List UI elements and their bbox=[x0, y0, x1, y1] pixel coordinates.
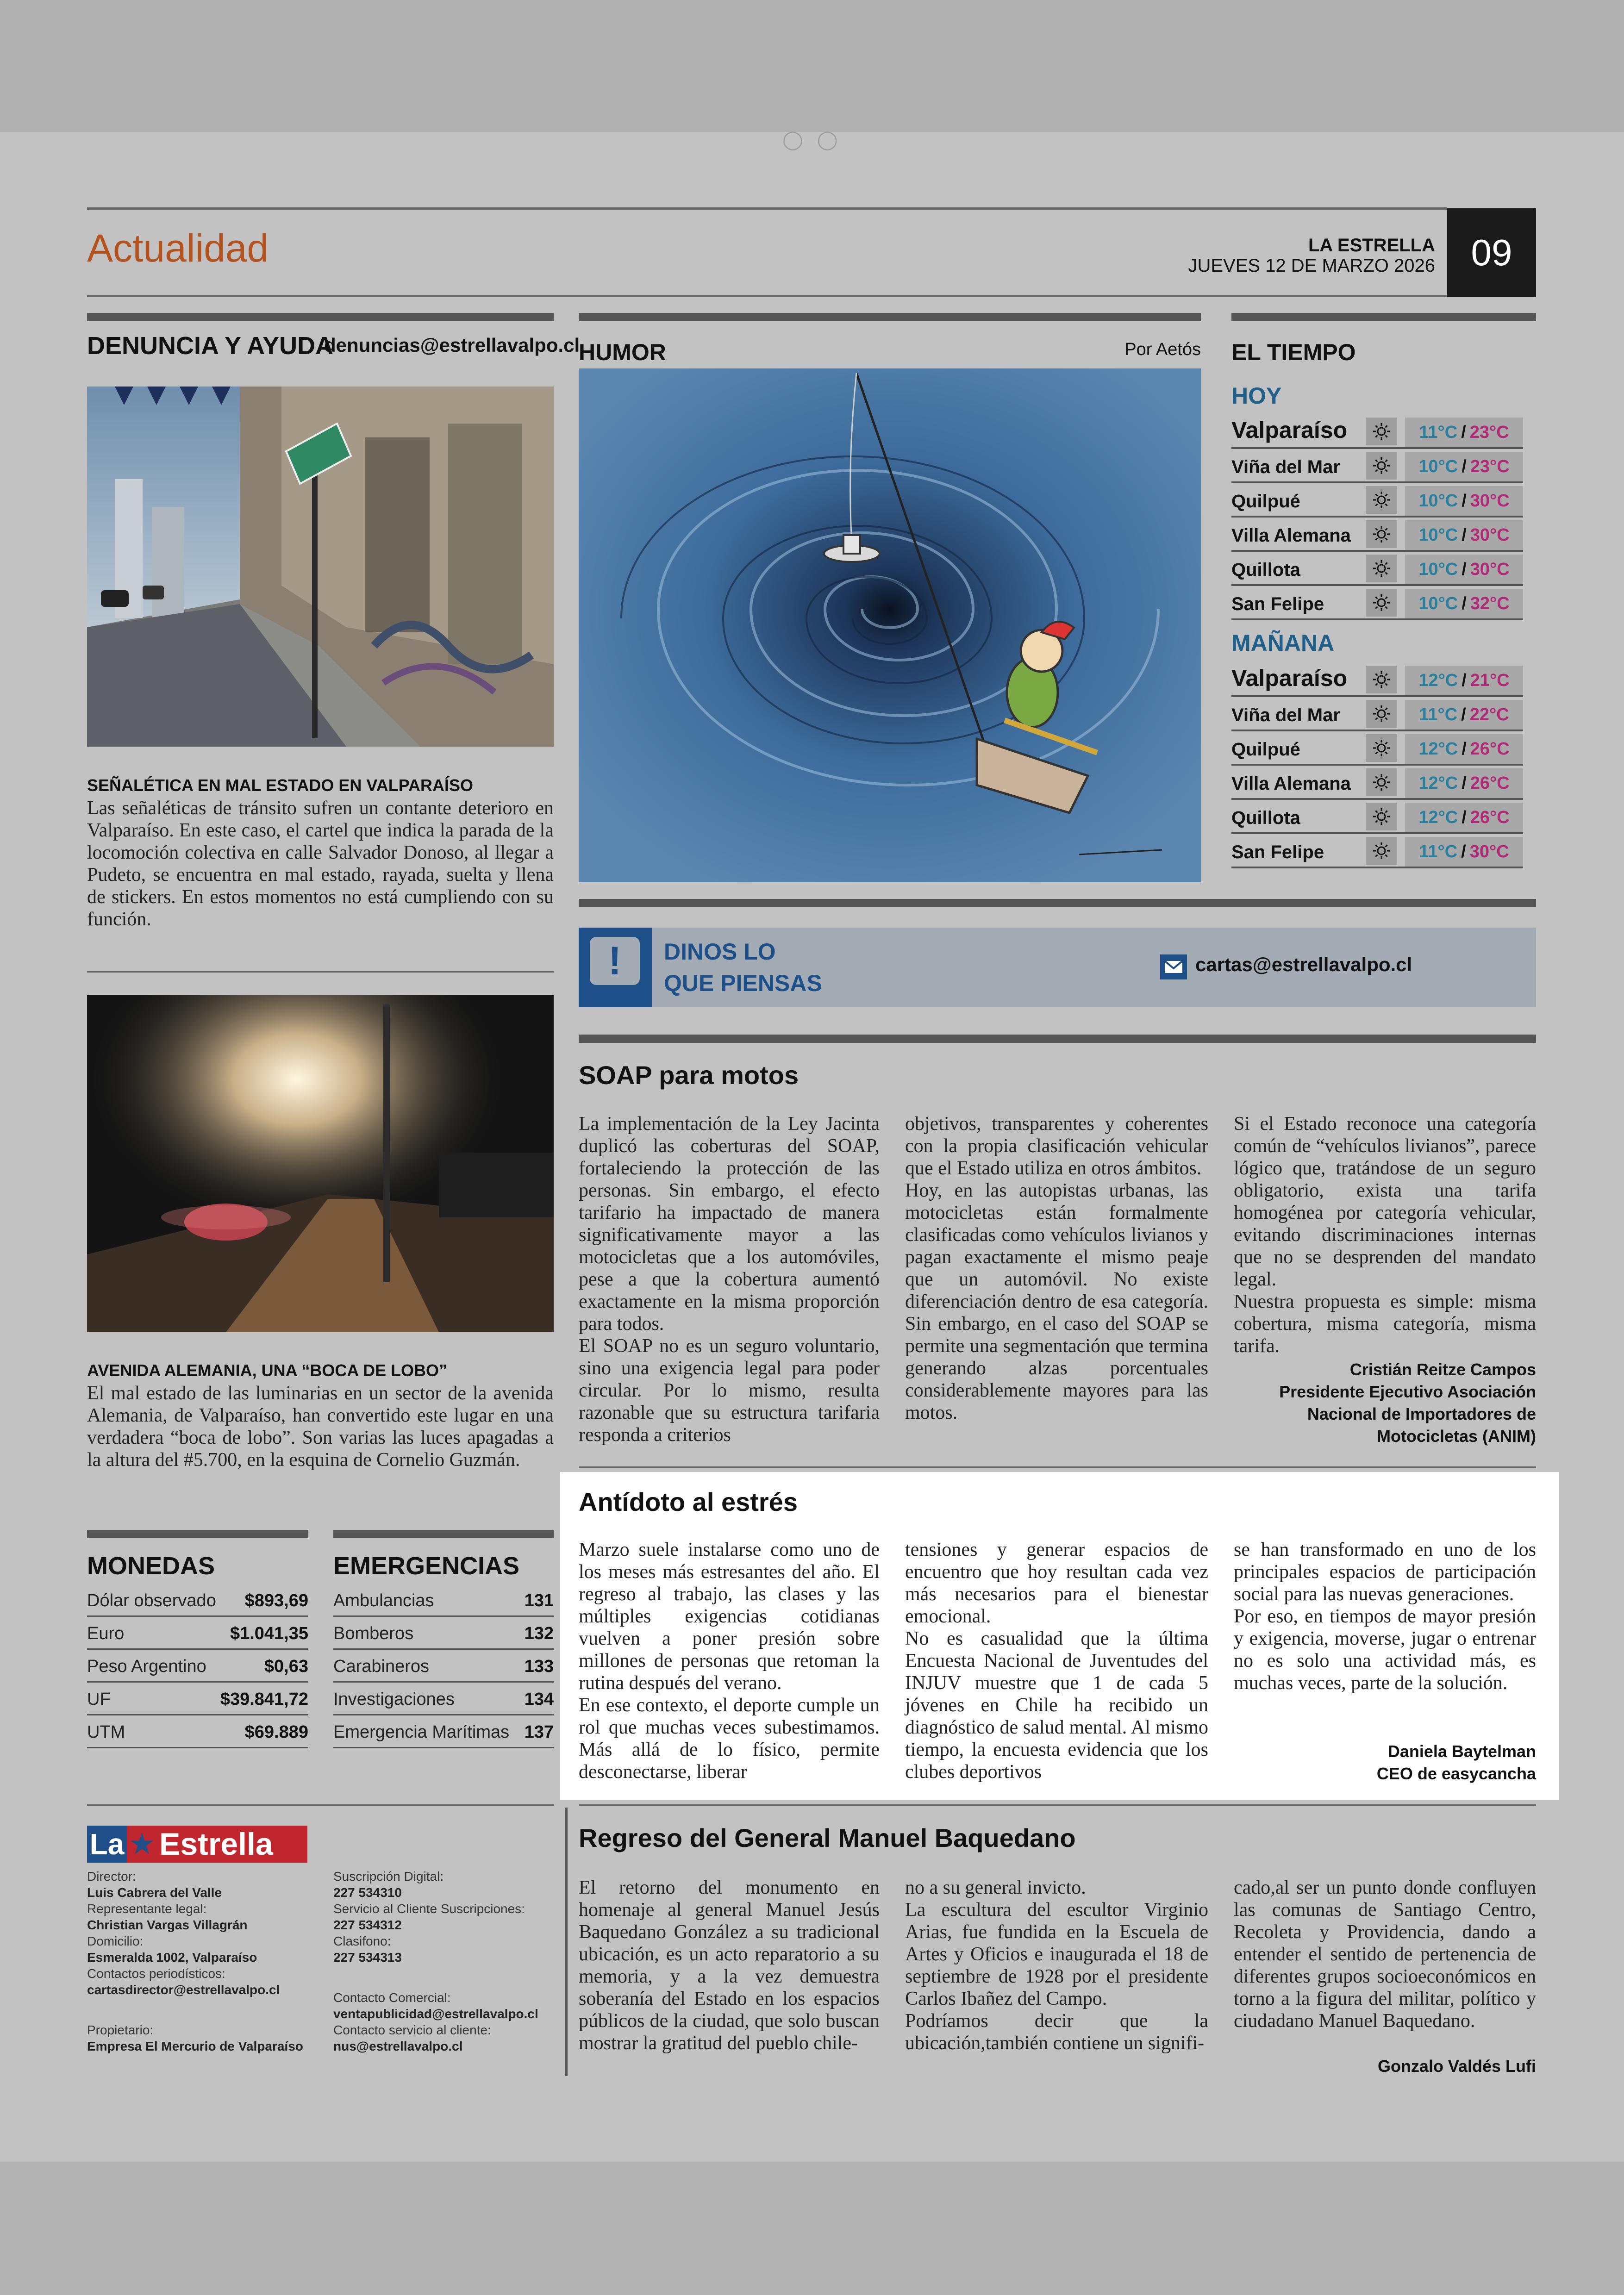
temp-separator: / bbox=[1461, 423, 1466, 442]
temp-min: 12°C bbox=[1418, 671, 1458, 690]
dinos-email[interactable]: cartas@estrellavalpo.cl bbox=[1195, 954, 1412, 975]
imprint-right bbox=[333, 1868, 551, 2054]
monedas-title: MONEDAS bbox=[87, 1552, 215, 1580]
weather-city: Viña del Mar bbox=[1231, 457, 1340, 477]
weather-today-label: HOY bbox=[1231, 383, 1282, 409]
emergencias-value: 132 bbox=[524, 1624, 554, 1643]
soap-sig-name: Cristián Reitze Campos bbox=[1349, 1360, 1536, 1379]
weather-temp bbox=[1405, 734, 1523, 764]
emergencias-label: Carabineros bbox=[333, 1657, 429, 1676]
weather-temp bbox=[1405, 803, 1523, 832]
antidoto-title: Antídoto al estrés bbox=[579, 1487, 798, 1516]
antidoto-sig-role: CEO de easycancha bbox=[1376, 1764, 1536, 1783]
contact-label: Contactos periodísticos: bbox=[87, 1966, 225, 1981]
temp-max: 26°C bbox=[1470, 808, 1510, 827]
regreso-col1: El retorno del monumento en homenaje al general Manuel Jesús Baquedano González a su tradicional ubicación, es un acto reparatorio a su memoria, y a la vez demuestra soberanía del Estado en los espacios públicos de la ciudad, que solo buscan mostrar la gratitud del pueblo chile- bbox=[579, 1877, 880, 2054]
emergencias-label: Investigaciones bbox=[333, 1690, 455, 1709]
soap-rule bbox=[579, 1035, 1536, 1043]
temp-separator: / bbox=[1461, 842, 1466, 861]
issue-date: JUEVES 12 DE MARZO 2026 bbox=[1188, 256, 1435, 276]
weather-temp bbox=[1405, 520, 1523, 550]
monedas-value: $893,69 bbox=[244, 1591, 308, 1610]
temp-max: 30°C bbox=[1470, 525, 1510, 545]
temp-max: 22°C bbox=[1469, 705, 1509, 724]
sub-label: Suscripción Digital: bbox=[333, 1869, 444, 1883]
svc: 227 534312 bbox=[333, 1918, 402, 1932]
imprint-left bbox=[87, 1868, 328, 2054]
weather-temp bbox=[1405, 452, 1523, 481]
page-number: 09 bbox=[1447, 208, 1536, 297]
cli-email[interactable]: nus@estrellavalpo.cl bbox=[333, 2039, 463, 2053]
street-photo bbox=[87, 387, 554, 747]
sun-icon bbox=[1366, 486, 1397, 514]
viewer-top-bar bbox=[0, 0, 1624, 132]
sun-icon bbox=[1366, 555, 1397, 582]
temp-max: 23°C bbox=[1469, 423, 1509, 442]
temp-max: 32°C bbox=[1470, 594, 1510, 613]
antidoto-col1: Marzo suele instalarse como uno de los meses más estresantes del año. El regreso al trabajo, las clases y las múltiples exigencias cotidianas vuelven a poner presión sobre millones de personas que retoman la rutina después del verano. En ese contexto, el deporte cumple un rol que muchas veces subestimamos. Más allá de lo físico, permite desconectarse, liberar bbox=[579, 1539, 880, 1783]
weather-row bbox=[1231, 481, 1523, 518]
temp-separator: / bbox=[1462, 739, 1467, 759]
weather-row bbox=[1231, 447, 1523, 483]
sun-icon bbox=[1366, 700, 1397, 728]
emergencias-label: Bomberos bbox=[333, 1624, 414, 1643]
emergencias-row bbox=[333, 1583, 554, 1617]
soap-bottom-rule bbox=[579, 1466, 1536, 1468]
temp-min: 10°C bbox=[1418, 491, 1458, 511]
humor-rule bbox=[579, 313, 1201, 321]
soap-title: SOAP para motos bbox=[579, 1060, 799, 1090]
cli-label: Contacto servicio al cliente: bbox=[333, 2023, 491, 2037]
temp-max: 26°C bbox=[1470, 773, 1510, 793]
soap-sig-role2: Nacional de Importadores de bbox=[1307, 1404, 1536, 1423]
temp-min: 10°C bbox=[1418, 594, 1458, 613]
antidoto-sig-name: Daniela Baytelman bbox=[1387, 1742, 1536, 1761]
monedas-row bbox=[87, 1682, 308, 1715]
temp-separator: / bbox=[1462, 773, 1467, 793]
monedas-label: UF bbox=[87, 1690, 111, 1709]
monedas-label: Dólar observado bbox=[87, 1591, 216, 1610]
temp-min: 12°C bbox=[1418, 739, 1458, 759]
weather-temp bbox=[1405, 418, 1523, 447]
denuncia-item1-body: Las señaléticas de tránsito sufren un contante deterioro en Valparaíso. En este caso, el cartel que indica la parada de la locomoción colectiva en calle Salvador Donoso, al llegar a Pudeto, se encuentra en mal estado, rayada, suelta y llena de stickers. En estos momentos no está cumpliendo con su función. bbox=[87, 798, 554, 930]
owner: Empresa El Mercurio de Valparaíso bbox=[87, 2039, 303, 2053]
temp-min: 12°C bbox=[1418, 773, 1458, 793]
emergencias-row bbox=[333, 1682, 554, 1715]
weather-row bbox=[1231, 798, 1523, 834]
emergencias-value: 133 bbox=[524, 1657, 554, 1676]
weather-city: San Felipe bbox=[1231, 594, 1324, 614]
temp-separator: / bbox=[1462, 525, 1467, 545]
antidoto-bottom-rule bbox=[579, 1804, 1536, 1806]
logo-star-icon: ★ bbox=[129, 1827, 156, 1860]
soap-signature bbox=[1234, 1359, 1536, 1447]
emergencias-value: 137 bbox=[524, 1722, 554, 1742]
com-label: Contacto Comercial: bbox=[333, 1990, 451, 2005]
regreso-col3: cado,al ser un punto donde confluyen las comunas de Santiago Centro, Recoleta y Providencia, dando a entender el sentido de pertenencia de diferentes grupos socioeconómicos en torno a la figura del militar, político y ciudadano Manuel Baquedano. bbox=[1234, 1877, 1536, 2032]
weather-temp bbox=[1405, 589, 1523, 618]
dom: Esmeralda 1002, Valparaíso bbox=[87, 1950, 257, 1964]
sub: 227 534310 bbox=[333, 1885, 402, 1900]
night-street-photo bbox=[87, 995, 554, 1332]
weather-city: Valparaíso bbox=[1231, 665, 1348, 691]
monedas-value: $69.889 bbox=[244, 1722, 308, 1742]
dom-label: Domicilio: bbox=[87, 1934, 144, 1948]
weather-city: San Felipe bbox=[1231, 842, 1324, 862]
column-separator bbox=[565, 1808, 568, 2076]
weather-city: Quillota bbox=[1231, 808, 1300, 828]
sun-icon bbox=[1366, 768, 1397, 796]
monedas-label: Peso Argentino bbox=[87, 1657, 206, 1676]
denuncia-email[interactable]: denuncias@estrellavalpo.cl bbox=[324, 334, 580, 356]
temp-min: 12°C bbox=[1418, 808, 1458, 827]
temp-min: 10°C bbox=[1418, 525, 1458, 545]
weather-row bbox=[1231, 516, 1523, 552]
dinos-icon-box bbox=[579, 928, 652, 1007]
temp-max: 30°C bbox=[1470, 560, 1510, 579]
denuncia-item1-title: SEÑALÉTICA EN MAL ESTADO EN VALPARAÍSO bbox=[87, 776, 474, 795]
monedas-row bbox=[87, 1649, 308, 1683]
sun-icon bbox=[1366, 452, 1397, 480]
section-title: Actualidad bbox=[87, 226, 269, 270]
emergencias-label: Ambulancias bbox=[333, 1591, 434, 1610]
antidoto-signature bbox=[1234, 1740, 1536, 1785]
temp-max: 30°C bbox=[1469, 842, 1509, 861]
temp-min: 10°C bbox=[1418, 457, 1458, 476]
temp-separator: / bbox=[1462, 671, 1467, 690]
weather-city: Valparaíso bbox=[1231, 417, 1348, 443]
denuncia-title: DENUNCIA Y AYUDA bbox=[87, 332, 334, 360]
regreso-signature: Gonzalo Valdés Lufi bbox=[1377, 2057, 1536, 2076]
sun-icon bbox=[1366, 520, 1397, 548]
weather-temp bbox=[1405, 700, 1523, 730]
dinos-line2: QUE PIENSAS bbox=[664, 970, 822, 996]
weather-city: Villa Alemana bbox=[1231, 773, 1351, 794]
header-top-rule bbox=[87, 207, 1447, 210]
soap-sig-role1: Presidente Ejecutivo Asociación bbox=[1279, 1382, 1536, 1401]
clasi-label: Clasifono: bbox=[333, 1934, 391, 1948]
weather-city: Quilpué bbox=[1231, 491, 1300, 511]
sun-icon bbox=[1366, 837, 1397, 865]
temp-min: 11°C bbox=[1419, 842, 1458, 861]
emergencias-row bbox=[333, 1616, 554, 1650]
soap-col1: La implementación de la Ley Jacinta duplicó las coberturas del SOAP, fortaleciendo la protección de las personas. Sin embargo, el efecto tarifario ha impactado de manera significativamente mayor a las motocicletas que a los automóviles, pese a que la cobertura aumentó exactamente en la misma proporción para todos. El SOAP no es un seguro voluntario, sino una exigencia legal para poder circular. Por lo mismo, resulta razonable que su estructura tarifaria responda a criterios bbox=[579, 1113, 880, 1446]
weather-temp bbox=[1405, 555, 1523, 584]
temp-separator: / bbox=[1462, 491, 1467, 511]
monedas-value: $39.841,72 bbox=[220, 1690, 308, 1709]
monedas-value: $0,63 bbox=[264, 1657, 308, 1676]
monedas-row bbox=[87, 1583, 308, 1617]
regreso-col2: no a su general invicto. La escultura del escultor Virginio Arias, fue fundida en la Escuela de Artes y Oficios e inaugurada el 18 de septiembre de 1928 por el presidente Carlos Ibañez del Campo. Podríamos decir que la ubicación,también contiene un signifi- bbox=[905, 1877, 1208, 2054]
emergencias-rule bbox=[333, 1530, 554, 1538]
monedas-rule bbox=[87, 1530, 308, 1538]
humor-author: Por Aetós bbox=[1124, 340, 1201, 359]
temp-min: 11°C bbox=[1419, 423, 1458, 442]
denuncia-item2-body: El mal estado de las luminarias en un sector de la avenida Alemania, de Valparaíso, han convertido este lugar en una verdadera “boca de lobo”. Son varias las luces apagadas a la altura del #5.700, en la esquina de Cornelio Guzmán. bbox=[87, 1383, 554, 1471]
svc-label: Servicio al Cliente Suscripciones: bbox=[333, 1902, 525, 1916]
temp-min: 11°C bbox=[1419, 705, 1458, 724]
sun-icon bbox=[1366, 734, 1397, 762]
monedas-label: Euro bbox=[87, 1624, 125, 1643]
temp-max: 26°C bbox=[1470, 739, 1510, 759]
temp-separator: / bbox=[1462, 808, 1467, 827]
dinos-banner bbox=[579, 928, 1536, 1007]
sun-icon bbox=[1366, 418, 1397, 445]
estrella-logo bbox=[87, 1826, 307, 1863]
director: Luis Cabrera del Valle bbox=[87, 1885, 222, 1900]
weather-row bbox=[1231, 730, 1523, 766]
humor-title: HUMOR bbox=[579, 339, 666, 365]
dinos-line1: DINOS LO bbox=[664, 939, 776, 965]
weather-row bbox=[1231, 655, 1523, 697]
sun-icon bbox=[1366, 589, 1397, 617]
director-label: Director: bbox=[87, 1869, 136, 1883]
denuncia-rule bbox=[87, 313, 554, 321]
sun-icon bbox=[1366, 666, 1397, 693]
page-indicator-dots[interactable]: ◯◯ bbox=[782, 129, 852, 150]
humor-cartoon bbox=[579, 368, 1201, 882]
dinos-top-rule bbox=[579, 899, 1536, 907]
weather-row bbox=[1231, 695, 1523, 731]
emergencias-title: EMERGENCIAS bbox=[333, 1552, 520, 1580]
com-email[interactable]: ventapublicidad@estrellavalpo.cl bbox=[333, 2007, 538, 2021]
paper-name: LA ESTRELLA bbox=[1308, 235, 1435, 256]
weather-row bbox=[1231, 584, 1523, 620]
emergencias-value: 134 bbox=[524, 1690, 554, 1709]
temp-max: 21°C bbox=[1470, 671, 1510, 690]
weather-temp bbox=[1405, 837, 1523, 867]
weather-title: EL TIEMPO bbox=[1231, 339, 1356, 365]
mail-icon bbox=[1160, 954, 1187, 979]
weather-city: Villa Alemana bbox=[1231, 525, 1351, 546]
soap-sig-role3: Motocicletas (ANIM) bbox=[1376, 1427, 1536, 1446]
logo-la: La bbox=[87, 1826, 127, 1863]
weather-city: Quillota bbox=[1231, 560, 1300, 580]
denuncia-divider bbox=[87, 971, 554, 973]
regreso-title: Regreso del General Manuel Baquedano bbox=[579, 1823, 1076, 1852]
weather-row bbox=[1231, 764, 1523, 800]
clasi: 227 534313 bbox=[333, 1950, 402, 1964]
contact-email[interactable]: cartasdirector@estrellavalpo.cl bbox=[87, 1983, 280, 1997]
weather-tomorrow-label: MAÑANA bbox=[1231, 630, 1335, 656]
denuncia-item2-title: AVENIDA ALEMANIA, UNA “BOCA DE LOBO” bbox=[87, 1361, 447, 1380]
antidoto-col2: tensiones y generar espacios de encuentro que hoy resultan cada vez más necesarios para el bienestar emocional. No es casualidad que la última Encuesta Nacional de Juventudes del INJUV muestre que 1 de cada 5 jóvenes en Chile ha recibido un diagnóstico de salud mental. Al mismo tiempo, la encuesta evidencia que los clubes deportivos bbox=[905, 1539, 1208, 1783]
monedas-row bbox=[87, 1715, 308, 1748]
emergencias-row bbox=[333, 1715, 554, 1748]
soap-col3: Si el Estado reconoce una categoría común de “vehículos livianos”, parece lógico que, tratándose de un seguro obligatorio, exista una tarifa homogénea por categoría vehicular, evitando discriminaciones internas que no se desprenden del mandato legal. Nuestra propuesta es simple: misma cobertura, misma categoría, misma tarifa. bbox=[1234, 1113, 1536, 1357]
temp-separator: / bbox=[1462, 457, 1467, 476]
temp-max: 23°C bbox=[1470, 457, 1510, 476]
monedas-value: $1.041,35 bbox=[230, 1624, 308, 1643]
weather-city: Viña del Mar bbox=[1231, 705, 1340, 725]
weather-rule bbox=[1231, 313, 1536, 321]
sun-icon bbox=[1366, 803, 1397, 830]
emergencias-row bbox=[333, 1649, 554, 1683]
exclamation-icon: ! bbox=[590, 937, 640, 985]
temp-separator: / bbox=[1461, 705, 1466, 724]
rep: Christian Vargas Villagrán bbox=[87, 1918, 248, 1932]
emergencias-label: Emergencia Marítimas bbox=[333, 1722, 510, 1742]
temp-separator: / bbox=[1462, 560, 1467, 579]
weather-row bbox=[1231, 832, 1523, 868]
temp-max: 30°C bbox=[1470, 491, 1510, 511]
logo-estrella: Estrella bbox=[159, 1827, 273, 1862]
temp-separator: / bbox=[1462, 594, 1467, 613]
weather-row bbox=[1231, 407, 1523, 449]
weather-temp bbox=[1405, 666, 1523, 695]
owner-label: Propietario: bbox=[87, 2023, 154, 2037]
soap-col2: objetivos, transparentes y coherentes con la propia clasificación vehicular que el Estado utiliza en otros ámbitos. Hoy, en las autopistas urbanas, las motocicletas están formalmente clasificadas como vehículos livianos y pagan exactamente el mismo peaje que un automóvil. No existe diferenciación dentro de esa categoría. Sin embargo, en el caso del SOAP se permite una segmentación que termina generando alzas porcentuales considerablemente mayores para las motos. bbox=[905, 1113, 1208, 1423]
weather-temp bbox=[1405, 768, 1523, 798]
header-bottom-rule bbox=[87, 295, 1447, 297]
weather-city: Quilpué bbox=[1231, 739, 1300, 760]
rep-label: Representante legal: bbox=[87, 1902, 207, 1916]
weather-row bbox=[1231, 550, 1523, 586]
temp-min: 10°C bbox=[1418, 560, 1458, 579]
imprint-top-rule bbox=[87, 1804, 554, 1806]
emergencias-value: 131 bbox=[524, 1591, 554, 1610]
weather-temp bbox=[1405, 486, 1523, 516]
monedas-row bbox=[87, 1616, 308, 1650]
dinos-title bbox=[664, 936, 822, 999]
antidoto-col3: se han transformado en uno de los principales espacios de participación social para las nuevas generaciones. Por eso, en tiempos de mayor presión y exigencia, moverse, jugar o entrenar no es solo una actividad más, es muchas veces, parte de la solución. bbox=[1234, 1539, 1536, 1694]
monedas-label: UTM bbox=[87, 1722, 125, 1742]
